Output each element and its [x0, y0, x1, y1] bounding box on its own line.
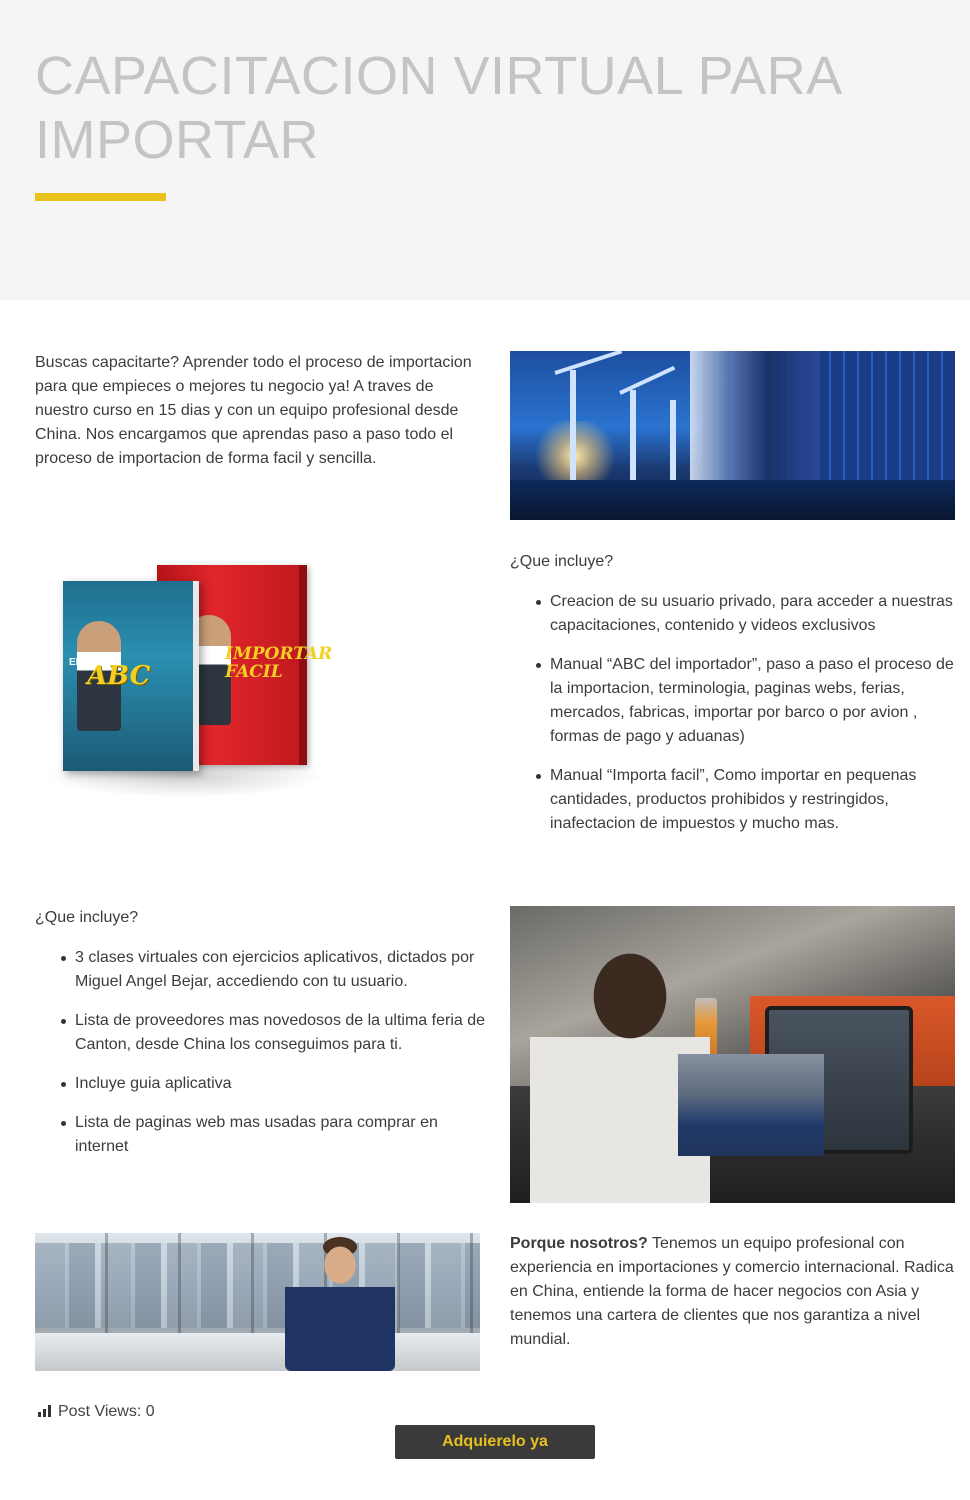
crane-3: [670, 400, 676, 480]
page-title: CAPACITACION VIRTUAL PARA IMPORTAR: [35, 46, 840, 170]
businessman: [285, 1235, 395, 1371]
list-item: Lista de paginas web mas usadas para comprar en internet: [35, 1111, 485, 1159]
buy-now-button[interactable]: Adquierelo ya: [395, 1425, 595, 1459]
crane-2: [630, 390, 636, 480]
instructor-video: [678, 1054, 824, 1156]
books-image: [35, 553, 335, 801]
glass-building-reflection: [690, 351, 820, 501]
book-blue-title: ABC: [87, 661, 151, 691]
includes-heading: ¿Que incluye?: [510, 553, 614, 570]
list-item: Incluye guia aplicativa: [35, 1072, 485, 1096]
list-item: Manual “Importa facil”, Como importar en pequenas cantidades, productos prohibidos y restringidos, inafectacion de impuestos y mucho mas.: [510, 764, 955, 836]
crane-1: [570, 370, 576, 480]
includes-list: [35, 946, 485, 1159]
why-us-text: Tenemos un equipo profesional con experiencia en importaciones y comercio internacional. Radica en China, entiende la forma de hacer negocios con Asia y tenemos una cartera de clientes que nos garantiza a nivel mundial.: [510, 1235, 954, 1348]
port-image: [510, 351, 955, 520]
list-item: Creacion de su usuario privado, para acceder a nuestras capacitaciones, contenido y videos exclusivos: [510, 590, 955, 638]
bar-chart-icon: [38, 1405, 52, 1417]
why-us-paragraph: [510, 1232, 955, 1352]
page-header: [0, 0, 970, 300]
list-item: Manual “ABC del importador”, paso a paso el proceso de la importacion, terminologia, paginas webs, ferias, mercados, fabricas, importar por barco o por avion , formas de pago y aduanas): [510, 653, 955, 749]
title-underline: [35, 193, 166, 201]
crane-arm-2: [619, 366, 675, 395]
intro-paragraph: Buscas capacitarte? Aprender todo el proceso de importacion para que empieces o mejores tu negocio ya! A traves de nuestro curso en 15 dias y con un equipo profesional desde China. Nos encargamos que aprendas paso a paso todo el proceso de importacion de forma facil y sencilla.: [35, 354, 472, 467]
includes-section-1: [510, 550, 955, 851]
includes-section-2: [35, 906, 485, 1174]
post-views: [38, 1402, 155, 1422]
includes-list: [510, 590, 955, 836]
businessman-image: [35, 1233, 480, 1371]
why-us-block: [510, 1232, 955, 1352]
book-blue-prefix: EL: [69, 657, 82, 668]
intro-text-block: [35, 351, 485, 471]
why-us-bold: Porque nosotros?: [510, 1235, 648, 1252]
post-views-label: Post Views: 0: [58, 1403, 155, 1420]
list-item: Lista de proveedores mas novedosos de la ultima feria de Canton, desde China los conseguimos para ti.: [35, 1009, 485, 1057]
crane-arm-1: [554, 351, 622, 375]
water: [510, 480, 955, 520]
book-red-title: IMPORTAR FACIL: [225, 644, 333, 682]
virtual-class-image: [510, 906, 955, 1203]
office-desks: [35, 1333, 480, 1371]
includes-heading: ¿Que incluye?: [35, 909, 139, 926]
list-item: 3 clases virtuales con ejercicios aplicativos, dictados por Miguel Angel Bejar, accediendo con tu usuario.: [35, 946, 485, 994]
